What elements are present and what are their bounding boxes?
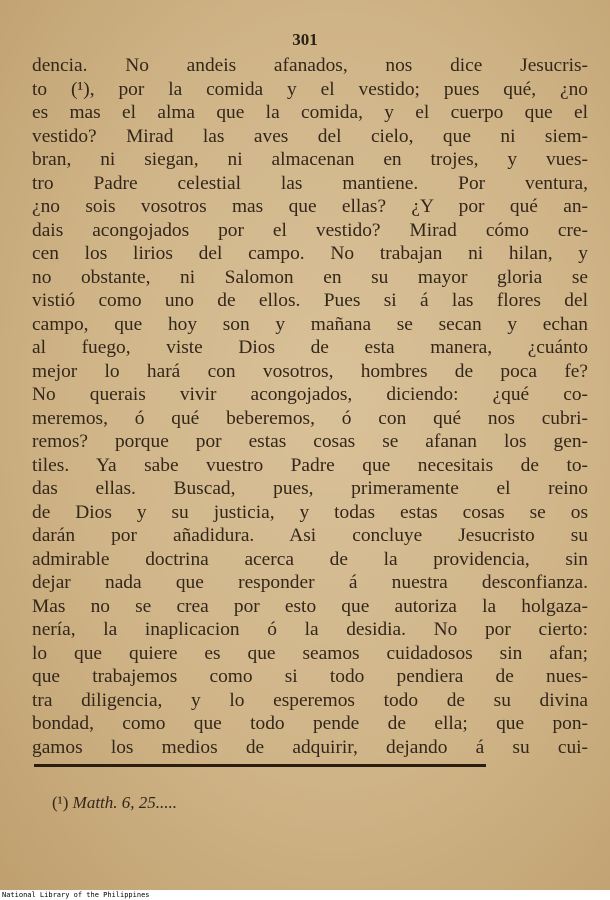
text-line: que trabajemos como si todo pendiera de nues- bbox=[32, 666, 588, 687]
text-line: gamos los medios de adquirir, dejando á su cui- bbox=[32, 736, 588, 758]
text-line: vestido? Mirad las aves del cielo, que ni siem- bbox=[32, 125, 588, 147]
text-line: tiles. Ya sabe vuestro Padre que necesitais de to- bbox=[32, 454, 588, 476]
text-line: remos? porque por estas cosas se afanan los gen- bbox=[32, 431, 588, 452]
text-line: no obstante, ni Salomon en su mayor gloria se bbox=[32, 266, 588, 288]
text-line: meremos, ó qué beberemos, ó con qué nos cubri- bbox=[32, 407, 588, 429]
text-line: to (¹), por la comida y el vestido; pues qué, ¿no bbox=[32, 78, 588, 100]
text-line: No querais vivir acongojados, diciendo: ¿qué co- bbox=[32, 384, 588, 405]
text-line: tra diligencia, y lo esperemos todo de su divina bbox=[32, 689, 588, 711]
text-line: de Dios y su justicia, y todas estas cosas se os bbox=[32, 501, 588, 523]
text-line: vistió como uno de ellos. Pues si á las flores del bbox=[32, 290, 588, 311]
body-text bbox=[32, 54, 588, 759]
text-line: cen los lirios del campo. No trabajan ni hilan, y bbox=[32, 243, 588, 264]
footnote bbox=[52, 793, 177, 813]
text-line: nería, la inaplicacion ó la desidia. No por cierto: bbox=[32, 619, 588, 640]
text-line: es mas el alma que la comida, y el cuerpo que el bbox=[32, 102, 588, 123]
text-line: dais acongojados por el vestido? Mirad cómo cre- bbox=[32, 219, 588, 241]
text-line: dencia. No andeis afanados, nos dice Jesucris- bbox=[32, 55, 588, 76]
footnote-divider bbox=[34, 764, 486, 767]
text-line: ¿no sois vosotros mas que ellas? ¿Y por qué an- bbox=[32, 196, 588, 217]
text-line: Mas no se crea por esto que autoriza la holgaza- bbox=[32, 595, 588, 617]
footnote-reference: Matth. 6, 25..... bbox=[72, 793, 178, 812]
library-credit: National Library of the Philippines bbox=[2, 891, 150, 899]
text-line: bondad, como que todo pende de ella; que pon- bbox=[32, 713, 588, 734]
text-line: darán por añadidura. Asi concluye Jesucristo su bbox=[32, 525, 588, 546]
footnote-marker: (¹) bbox=[52, 793, 69, 812]
text-line: al fuego, viste Dios de esta manera, ¿cuánto bbox=[32, 337, 588, 358]
text-line: mejor lo hará con vosotros, hombres de poca fe? bbox=[32, 360, 588, 382]
text-line: campo, que hoy son y mañana se secan y echan bbox=[32, 313, 588, 335]
text-line: das ellas. Buscad, pues, primeramente el reino bbox=[32, 478, 588, 499]
text-line: admirable doctrina acerca de la providencia, sin bbox=[32, 548, 588, 570]
page-number: 301 bbox=[292, 30, 318, 49]
text-line: lo que quiere es que seamos cuidadosos sin afan; bbox=[32, 642, 588, 664]
text-line: tro Padre celestial las mantiene. Por ventura, bbox=[32, 172, 588, 194]
text-line: bran, ni siegan, ni almacenan en trojes, y vues- bbox=[32, 149, 588, 170]
text-line: dejar nada que responder á nuestra desconfianza. bbox=[32, 572, 588, 593]
